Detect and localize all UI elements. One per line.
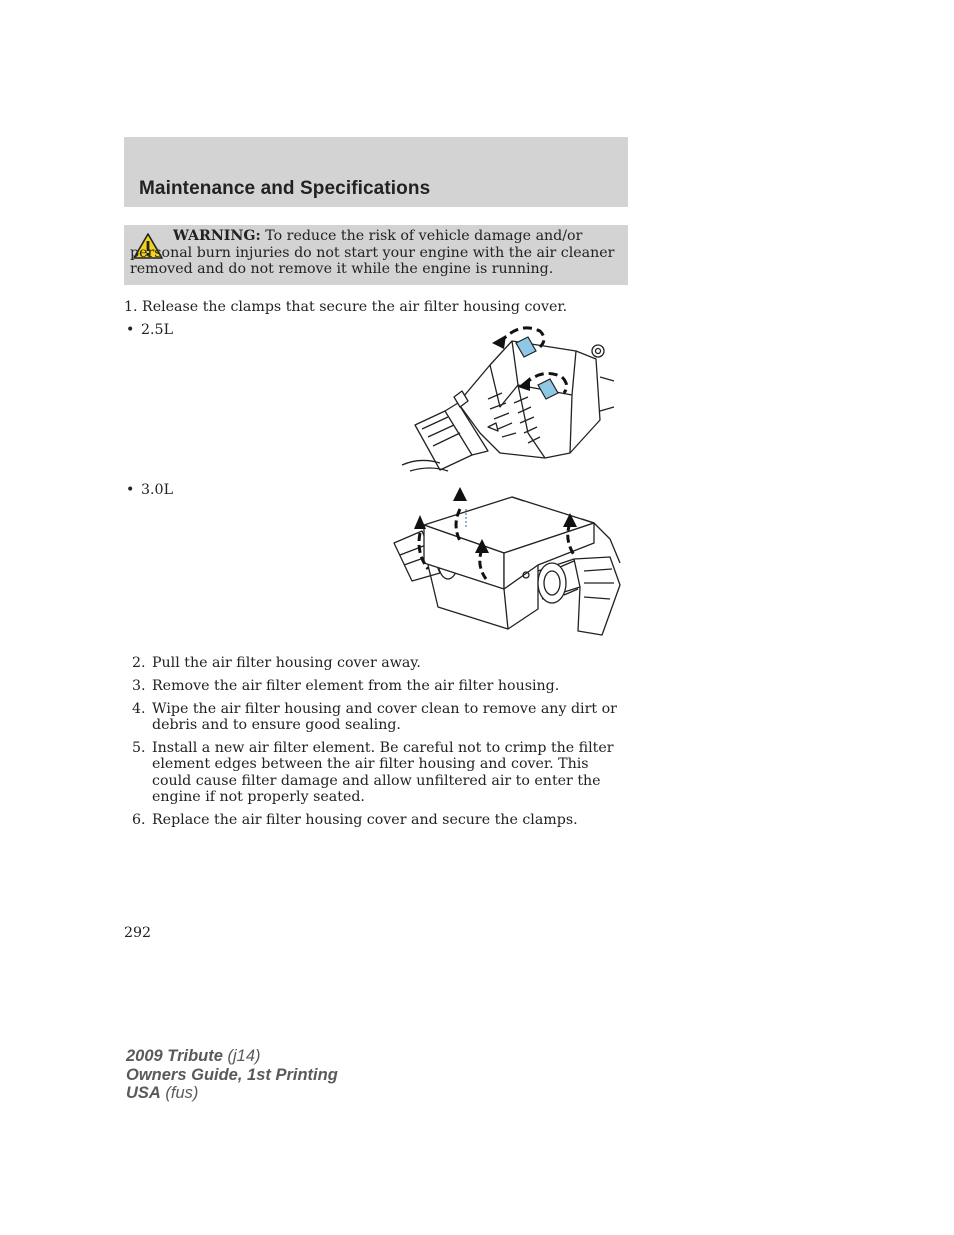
section-title: Maintenance and Specifications [139, 178, 431, 199]
bullet-label: 3.0L [141, 482, 173, 498]
bullet-dot: • [126, 482, 135, 498]
step-number: 6. [132, 812, 146, 829]
warning-body: To reduce the risk of vehicle damage and/or personal burn injuries do not start your engine with the air cleaner removed and do not remove it while the engine is running. [130, 228, 615, 277]
step-number: 3. [132, 677, 146, 694]
document-footer [126, 1047, 338, 1103]
air-filter-housing-2-5l-illustration [400, 325, 616, 475]
step-text: Pull the air filter housing cover away. [152, 655, 421, 671]
warning-text [130, 228, 620, 278]
footer-model-code: (j14) [222, 1047, 261, 1065]
warning-label: WARNING: [173, 228, 261, 244]
step-item [124, 701, 630, 734]
footer-model: 2009 Tribute [126, 1047, 223, 1065]
footer-line-edition [126, 1066, 338, 1085]
bullet-dot: • [126, 322, 135, 338]
air-filter-housing-3-0l-illustration [388, 485, 624, 643]
step-number: 2. [132, 655, 146, 671]
bullet-3-0l [126, 482, 173, 498]
section-header-band [124, 137, 628, 207]
step-text: Install a new air filter element. Be careful not to crimp the filter element edges between the air filter housing and cover. This could cause filter damage and allow unfiltered air to enter the engine if not properly seated. [152, 739, 614, 806]
step-number: 4. [132, 700, 146, 717]
step-text: Wipe the air filter housing and cover clean to remove any dirt or debris and to ensure good sealing. [152, 700, 617, 734]
bullet-label: 2.5L [141, 322, 173, 338]
step-item [124, 655, 630, 672]
procedure-steps [124, 655, 630, 835]
footer-edition: Owners Guide, 1st Printing [126, 1065, 338, 1084]
step-item [124, 740, 630, 806]
step-1: 1. Release the clamps that secure the air filter housing cover. [124, 299, 568, 315]
footer-line-market [126, 1084, 338, 1103]
footer-line-model [126, 1047, 338, 1066]
footer-market-code: (fus) [160, 1084, 199, 1102]
bullet-2-5l [126, 322, 173, 338]
step-text: Remove the air filter element from the air filter housing. [152, 677, 560, 694]
step-item [124, 812, 630, 829]
step-number: 5. [132, 739, 146, 756]
step-text: Replace the air filter housing cover and secure the clamps. [152, 812, 578, 829]
page-number: 292 [124, 925, 152, 941]
warning-box [124, 225, 628, 285]
step-item [124, 678, 630, 695]
footer-market: USA [126, 1084, 161, 1102]
